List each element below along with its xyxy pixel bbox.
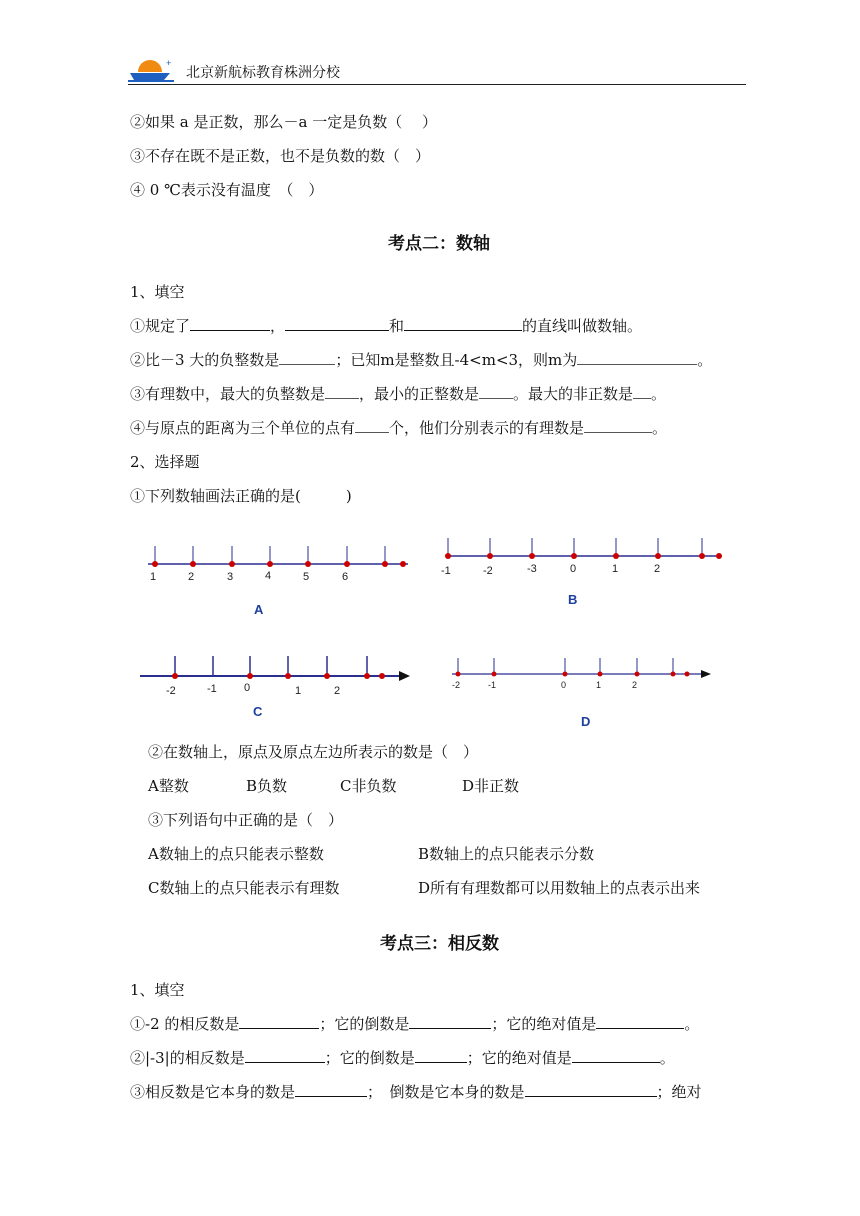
- dot: [716, 553, 722, 559]
- tick-label: 5: [303, 571, 310, 583]
- dot: [400, 561, 406, 567]
- dot: [364, 673, 370, 679]
- tick-label: 1: [612, 563, 619, 575]
- dot: [563, 672, 568, 677]
- option-d[interactable]: D所有有理数都可以用数轴上的点表示出来: [418, 879, 701, 897]
- dot: [613, 553, 619, 559]
- fill-question-1: ①-2 的相反数是 ；它的倒数是 ；它的绝对值是 。: [130, 1015, 700, 1033]
- dot: [699, 553, 705, 559]
- tick-label: -1: [488, 680, 497, 690]
- option-c[interactable]: C数轴上的点只能表示有理数: [148, 879, 340, 897]
- dot: [379, 673, 385, 679]
- dot: [382, 561, 388, 567]
- tick-label: 4: [265, 570, 272, 582]
- option-c[interactable]: C非负数: [340, 777, 397, 795]
- dot: [671, 672, 676, 677]
- item-2: ②如果 a 是正数，那么－a 一定是负数（ ）: [130, 113, 437, 131]
- fill-question-2: ②|-3|的相反数是 ；它的倒数是 ；它的绝对值是 。: [130, 1049, 675, 1067]
- choice-question-3: ③下列语句中正确的是（ ）: [148, 811, 344, 829]
- item-3: ③不存在既不是正数，也不是负数的数（ ）: [130, 147, 431, 165]
- answer-blank[interactable]: [325, 384, 359, 399]
- dot: [172, 673, 178, 679]
- tick-label: -2: [166, 685, 176, 697]
- answer-blank[interactable]: [479, 384, 513, 399]
- choice-question-1: ①下列数轴画法正确的是( ): [130, 487, 352, 505]
- tick-label: 1: [295, 685, 302, 697]
- tick-label: 2: [188, 571, 195, 583]
- answer-blank[interactable]: [245, 1048, 325, 1063]
- fill-question-2: ②比－3 大的负整数是 ；已知m是整数且-4<m<3，则m为 。: [130, 351, 713, 369]
- tick-label: 1: [596, 680, 602, 690]
- dot: [655, 553, 661, 559]
- answer-blank[interactable]: [285, 316, 389, 331]
- fill-heading: 1、填空: [130, 981, 185, 999]
- dot: [267, 561, 273, 567]
- dot: [492, 672, 497, 677]
- dot: [571, 553, 577, 559]
- choice-heading: 2、选择题: [130, 453, 200, 471]
- answer-blank[interactable]: [596, 1014, 684, 1029]
- dot: [598, 672, 603, 677]
- answer-blank[interactable]: [584, 418, 652, 433]
- dot: [456, 672, 461, 677]
- tick-label: 6: [342, 571, 349, 583]
- dot: [344, 561, 350, 567]
- dot: [247, 673, 253, 679]
- tick-label: 0: [244, 682, 251, 694]
- answer-blank[interactable]: [415, 1048, 467, 1063]
- tick-label: 1: [150, 571, 157, 583]
- tick-label: -3: [527, 563, 537, 575]
- svg-text:+: +: [166, 58, 172, 68]
- tick-label: -1: [207, 683, 217, 695]
- answer-blank[interactable]: [525, 1082, 657, 1097]
- dot: [529, 553, 535, 559]
- tick-label: -2: [483, 565, 493, 577]
- school-logo: [128, 56, 176, 84]
- option-b[interactable]: B负数: [246, 777, 288, 795]
- answer-blank[interactable]: [355, 418, 389, 433]
- tick-label: 2: [334, 685, 341, 697]
- dot: [152, 561, 158, 567]
- answer-blank[interactable]: [404, 316, 522, 331]
- option-a[interactable]: A整数: [148, 777, 189, 795]
- dot: [324, 673, 330, 679]
- answer-blank[interactable]: [577, 350, 697, 365]
- item-4: ④ 0 ℃表示没有温度 （ ）: [130, 181, 324, 199]
- fill-question-1: ①规定了 ， 和 的直线叫做数轴。: [130, 317, 643, 335]
- figure-b-number-line: [440, 532, 730, 612]
- dot: [305, 561, 311, 567]
- dot: [190, 561, 196, 567]
- answer-blank[interactable]: [279, 350, 335, 365]
- fill-question-3: ③相反数是它本身的数是 ； 倒数是它本身的数是 ；绝对: [130, 1083, 702, 1101]
- option-b[interactable]: B数轴上的点只能表示分数: [418, 845, 595, 863]
- dot: [445, 553, 451, 559]
- dot: [487, 553, 493, 559]
- answer-blank[interactable]: [190, 316, 270, 331]
- dot: [285, 673, 291, 679]
- answer-blank[interactable]: [239, 1014, 319, 1029]
- tick-label: 3: [227, 571, 234, 583]
- figure-label-d: D: [581, 714, 591, 729]
- answer-blank[interactable]: [572, 1048, 660, 1063]
- header-school-name: 北京新航标教育株洲分校: [186, 65, 340, 81]
- choice-question-2: ②在数轴上，原点及原点左边所表示的数是（ ）: [148, 743, 479, 761]
- tick-label: -1: [441, 565, 451, 577]
- tick-label: 2: [654, 563, 661, 575]
- option-a[interactable]: A数轴上的点只能表示整数: [148, 845, 324, 863]
- figure-d-number-line: [450, 652, 720, 730]
- tick-label: -2: [452, 680, 461, 690]
- tick-label: 2: [632, 680, 638, 690]
- tick-label: 0: [570, 563, 577, 575]
- figure-a-number-line: [140, 536, 420, 628]
- fill-question-4: ④与原点的距离为三个单位的点有 个，他们分别表示的有理数是 。: [130, 419, 668, 437]
- dot: [229, 561, 235, 567]
- section-title-opposite-numbers: 考点三：相反数: [380, 934, 499, 954]
- fill-heading: 1、填空: [130, 283, 185, 301]
- header-rule: [128, 84, 746, 85]
- answer-blank[interactable]: [633, 384, 651, 399]
- section-title-number-line: 考点二：数轴: [388, 234, 490, 254]
- answer-blank[interactable]: [409, 1014, 491, 1029]
- figure-label-a: A: [254, 602, 264, 617]
- dot: [635, 672, 640, 677]
- answer-blank[interactable]: [295, 1082, 367, 1097]
- figure-label-c: C: [253, 704, 263, 719]
- dot: [685, 672, 690, 677]
- option-d[interactable]: D非正数: [462, 777, 520, 795]
- figure-label-b: B: [568, 592, 578, 607]
- tick-label: 0: [561, 680, 567, 690]
- figure-c-number-line: [138, 650, 418, 720]
- fill-question-3: ③有理数中，最大的负整数是 ，最小的正整数是 。最大的非正数是 。: [130, 385, 667, 403]
